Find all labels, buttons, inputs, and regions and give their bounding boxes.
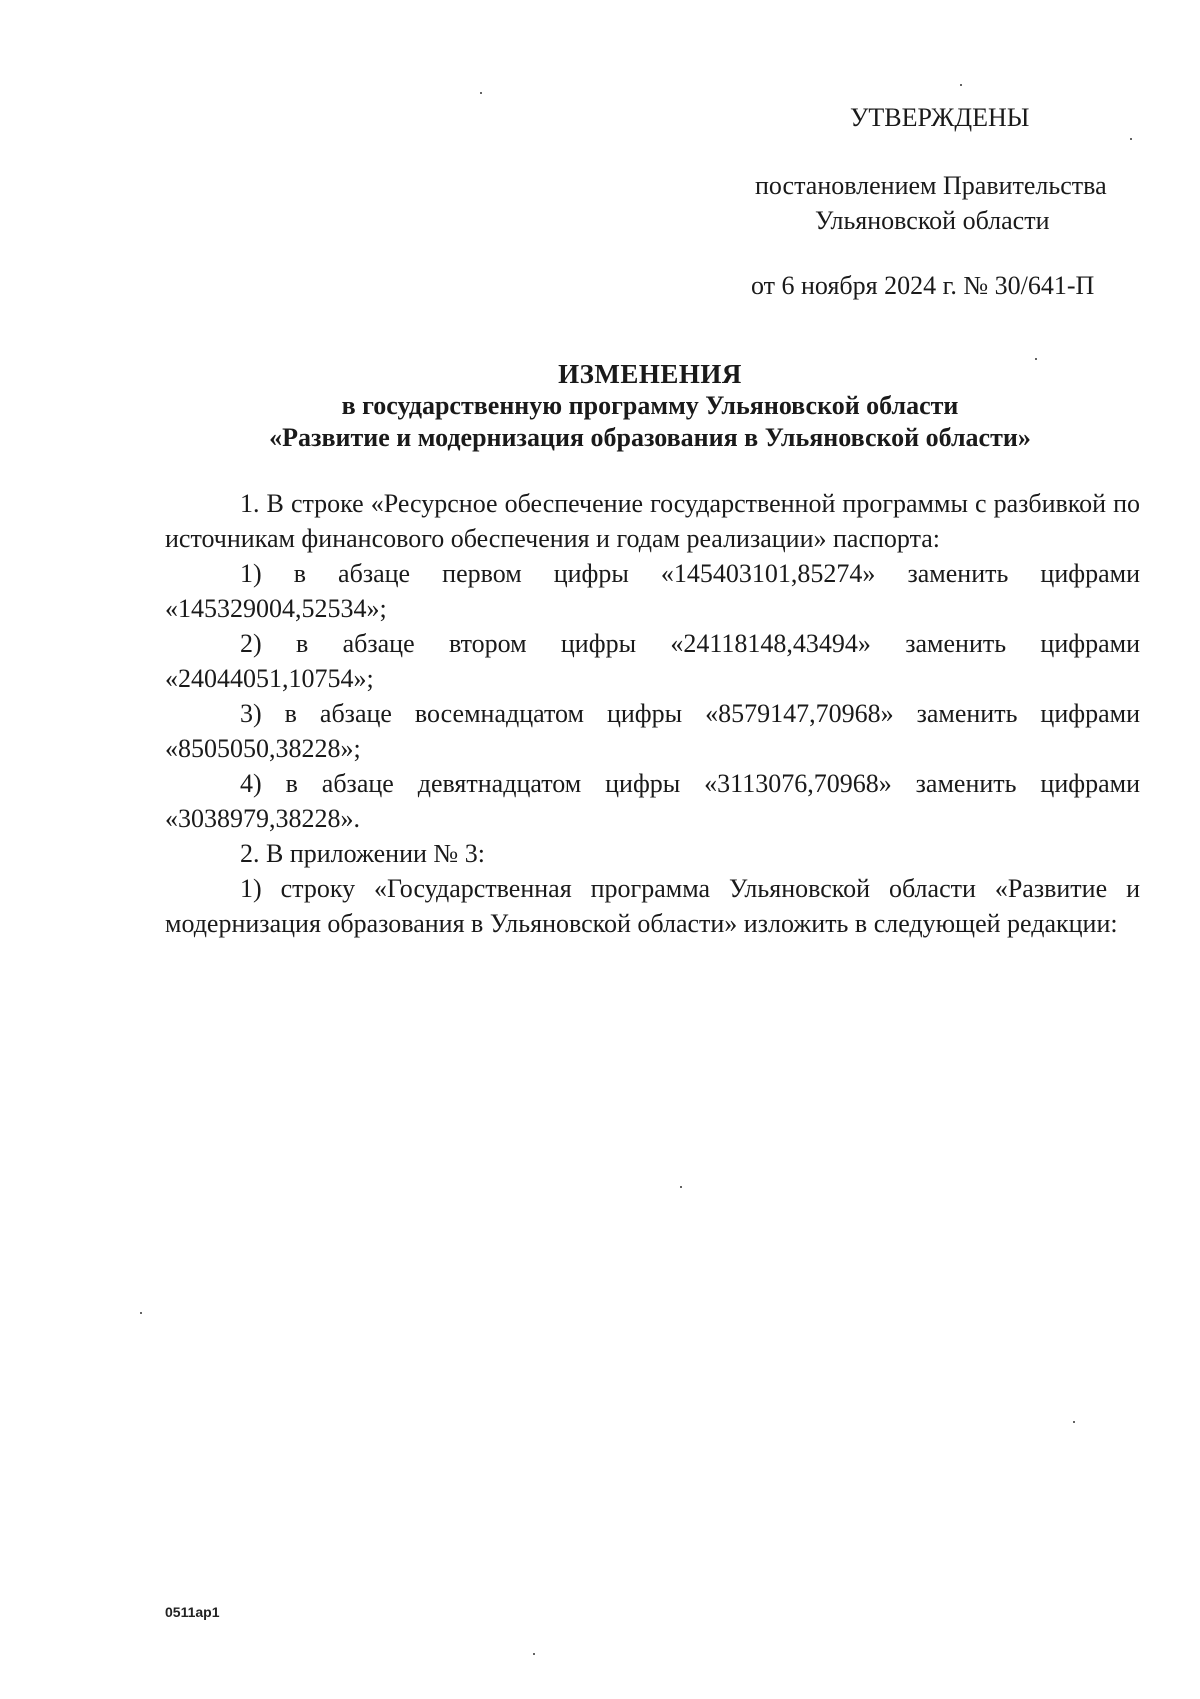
- scan-speck: [140, 1312, 142, 1314]
- scan-speck: [1035, 358, 1037, 360]
- approval-line-2: Ульяновской области: [815, 206, 1050, 235]
- paragraph-subitem-3: 3) в абзаце восемнадцатом цифры «8579147,70968» заменить цифрами «8505050,38228»;: [165, 699, 1140, 763]
- paragraph-item-1: 1. В строке «Ресурсное обеспечение государственной программы с разбивкой по источникам финансового обеспечения и годам реализации» паспорта:: [165, 489, 1140, 553]
- document-code: 0511ap1: [165, 1604, 220, 1620]
- scan-speck: [960, 84, 962, 86]
- paragraph-subitem-2: 2) в абзаце втором цифры «24118148,43494» заменить цифрами «24044051,10754»;: [165, 629, 1140, 693]
- paragraph-subitem-1: 1) в абзаце первом цифры «145403101,85274» заменить цифрами «145329004,52534»;: [165, 559, 1140, 623]
- paragraph-item-2: 2. В приложении № 3:: [240, 839, 485, 868]
- paragraph-subitem-4: 4) в абзаце девятнадцатом цифры «3113076,70968» заменить цифрами «3038979,38228».: [165, 769, 1140, 833]
- scan-speck: [480, 92, 482, 94]
- approval-heading: УТВЕРЖДЕНЫ: [850, 103, 1030, 132]
- scan-speck: [533, 1653, 535, 1655]
- document-body: [165, 486, 1140, 941]
- scan-speck: [1130, 138, 1132, 140]
- paragraph-subitem-2-1: 1) строку «Государственная программа Ульяновской области «Развитие и модернизация образования в Ульяновской области» изложить в следующей редакции:: [165, 874, 1140, 938]
- scan-speck: [680, 1186, 682, 1188]
- title-subtitle-1: в государственную программу Ульяновской области: [341, 391, 959, 420]
- approval-date: от 6 ноября 2024 г. № 30/641-П: [751, 271, 1095, 300]
- approval-line-1: постановлением Правительства: [755, 171, 1107, 200]
- scan-speck: [1073, 1421, 1075, 1423]
- title-main: ИЗМЕНЕНИЯ: [558, 359, 742, 389]
- title-subtitle-2: «Развитие и модернизация образования в Ульяновской области»: [269, 423, 1031, 452]
- document-title: [160, 358, 1140, 454]
